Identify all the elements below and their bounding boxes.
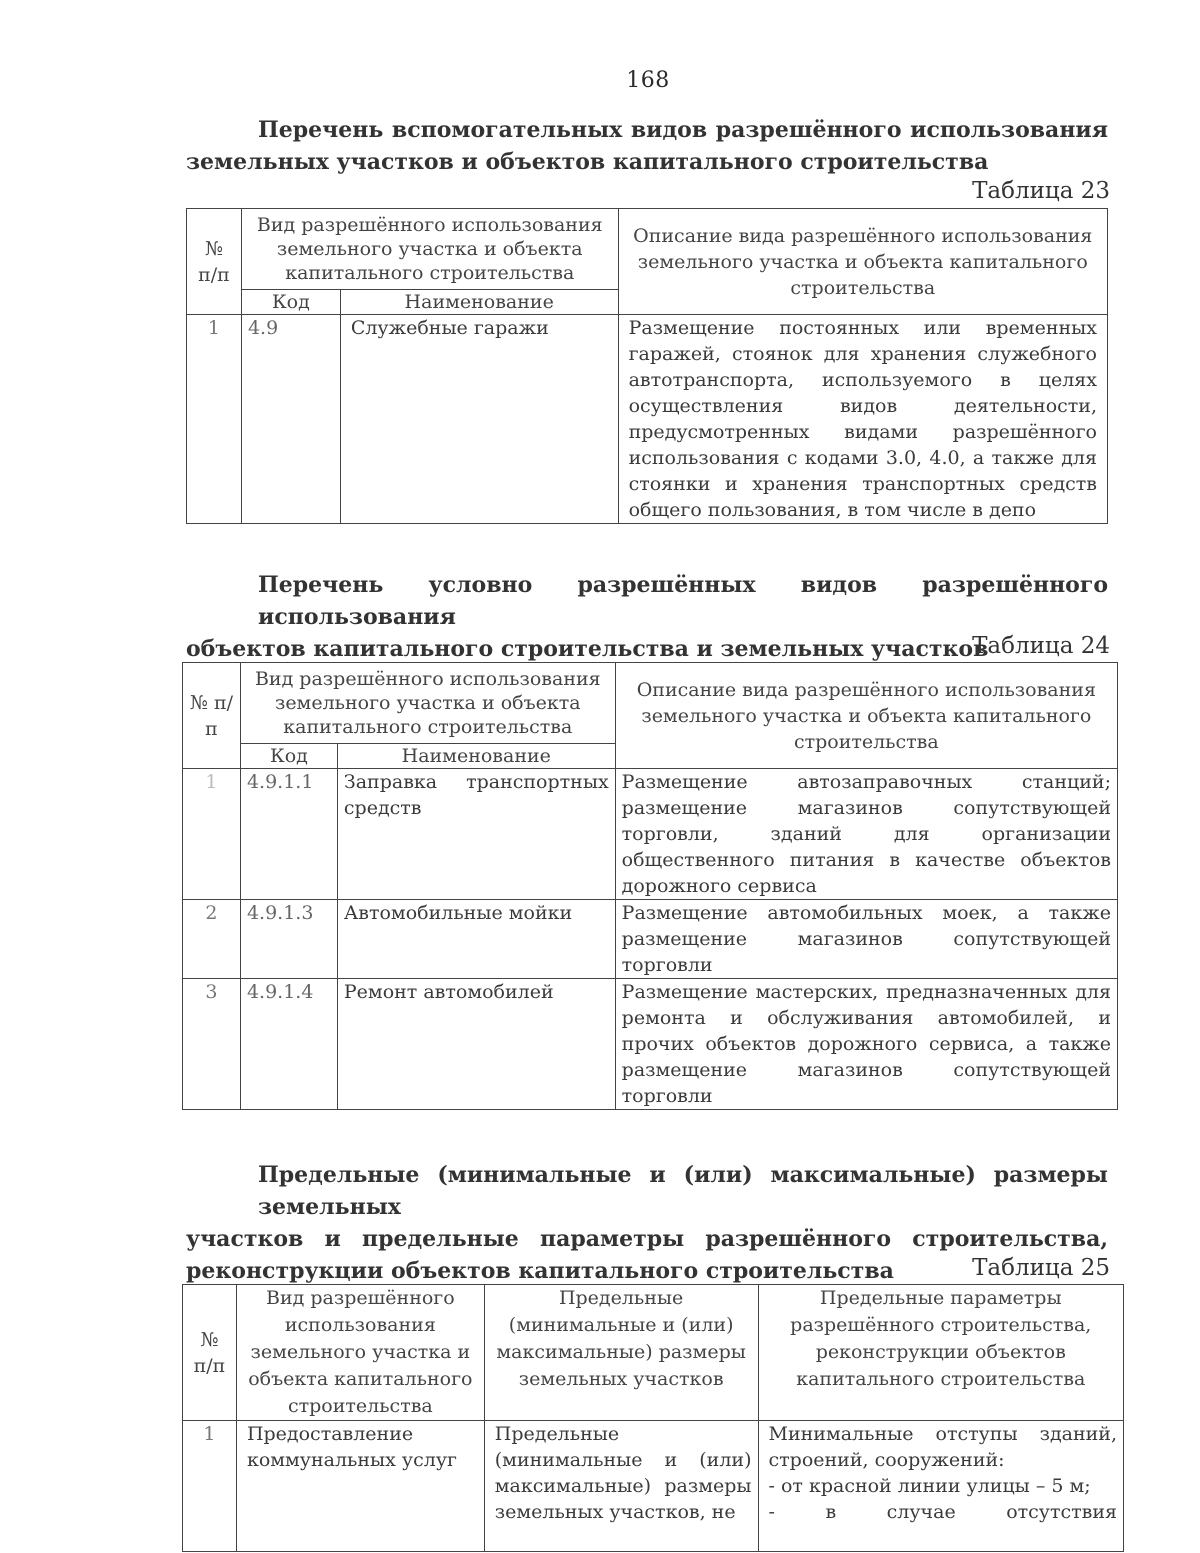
table-row (183, 663, 1118, 744)
header-vid: Вид разрешённого использования земельного участка и объекта капитального строительства (240, 663, 615, 744)
row-naim: Автомобильные мойки (337, 900, 615, 979)
table-row (183, 1285, 1124, 1421)
table-row (183, 979, 1118, 1110)
section-1-heading-line-1: Перечень вспомогательных видов разрешённого использования (258, 117, 1108, 143)
row-naim: Служебные гаражи (340, 315, 618, 524)
table-25 (182, 1284, 1124, 1552)
header-num: № п/п (187, 209, 242, 315)
header-vid: Вид разрешённого использования земельного участка и объекта капитального строительства (241, 209, 618, 290)
table-24-caption: Таблица 24 (972, 633, 1110, 659)
table-24 (182, 662, 1118, 1110)
row-opis: Размещение мастерских, предназначенных для ремонта и обслуживания автомобилей, и прочих объектов дорожного сервиса, а также размещение магазинов сопутствующей торговли (615, 979, 1117, 1110)
header-kod: Код (241, 290, 340, 315)
row-param-line-1: Минимальные отступы зданий, строений, сооружений: (768, 1423, 1117, 1471)
table-row (183, 769, 1118, 900)
row-param (758, 1421, 1124, 1552)
row-opis: Размещение постоянных или временных гаражей, стоянок для хранения служебного автотранспорта, используемого в целях осуществления видов деятельности, предусмотренных видами разрешённого использования с кодами 3.0, 4.0, а также для стоянки и хранения транспортных средств общего пользования, в том числе в депо (618, 315, 1107, 524)
row-kod: 4.9.1.1 (240, 769, 337, 900)
row-num: 2 (183, 900, 241, 979)
table-row (183, 1421, 1124, 1552)
section-3-heading (186, 1159, 1108, 1287)
header-num: № п/п (183, 1285, 237, 1421)
table-row (183, 900, 1118, 979)
header-razm: Предельные (минимальные и (или) максимальные) размеры земельных участков (484, 1285, 758, 1421)
row-num: 1 (187, 315, 242, 524)
table-23 (186, 208, 1108, 524)
section-3-heading-line-2: участков и предельные параметры разрешённого строительства, (186, 1226, 1108, 1252)
header-naim: Наименование (337, 744, 615, 769)
row-num: 3 (183, 979, 241, 1110)
row-naim: Ремонт автомобилей (337, 979, 615, 1110)
row-razm: Предельные (минимальные и (или) максимальные) размеры земельных участков, не (484, 1421, 758, 1552)
row-opis: Размещение автозаправочных станций; размещение магазинов сопутствующей торговли, зданий для организации общественного питания в качестве объектов дорожного сервиса (615, 769, 1117, 900)
row-vid: Предоставление коммунальных услуг (236, 1421, 484, 1552)
page-number: 168 (626, 68, 670, 93)
section-1-heading (186, 114, 1108, 178)
table-23-caption: Таблица 23 (972, 178, 1110, 204)
header-param: Предельные параметры разрешённого строительства, реконструкции объектов капитального строительства (758, 1285, 1124, 1421)
header-naim: Наименование (340, 290, 618, 315)
section-2-heading (186, 569, 1108, 665)
row-kod: 4.9 (241, 315, 340, 524)
section-1-heading-line-2: земельных участков и объектов капитального строительства (186, 149, 989, 175)
row-num: 1 (183, 769, 241, 900)
header-num: № п/п (183, 663, 241, 769)
header-opis: Описание вида разрешённого использования земельного участка и объекта капитального строительства (615, 663, 1117, 769)
row-kod: 4.9.1.4 (240, 979, 337, 1110)
header-vid: Вид разрешённого использования земельного участка и объекта капитального строительства (236, 1285, 484, 1421)
section-2-heading-line-2: объектов капитального строительства и земельных участков (186, 636, 989, 662)
table-row (187, 209, 1108, 290)
row-param-line-3: - в случае отсутствия (768, 1501, 1117, 1523)
row-num: 1 (183, 1421, 237, 1552)
row-param-line-2: - от красной линии улицы – 5 м; (768, 1475, 1091, 1497)
table-row (187, 315, 1108, 524)
row-kod: 4.9.1.3 (240, 900, 337, 979)
header-kod: Код (240, 744, 337, 769)
row-opis: Размещение автомобильных моек, а также размещение магазинов сопутствующей торговли (615, 900, 1117, 979)
section-3-heading-line-1: Предельные (минимальные и (или) максимальные) размеры земельных (258, 1162, 1108, 1220)
table-25-caption: Таблица 25 (972, 1255, 1110, 1281)
section-3-heading-line-3: реконструкции объектов капитального строительства (186, 1258, 894, 1284)
header-opis: Описание вида разрешённого использования земельного участка и объекта капитального строительства (618, 209, 1107, 315)
section-2-heading-line-1: Перечень условно разрешённых видов разрешённого использования (258, 572, 1108, 630)
row-naim: Заправка транспортных средств (337, 769, 615, 900)
